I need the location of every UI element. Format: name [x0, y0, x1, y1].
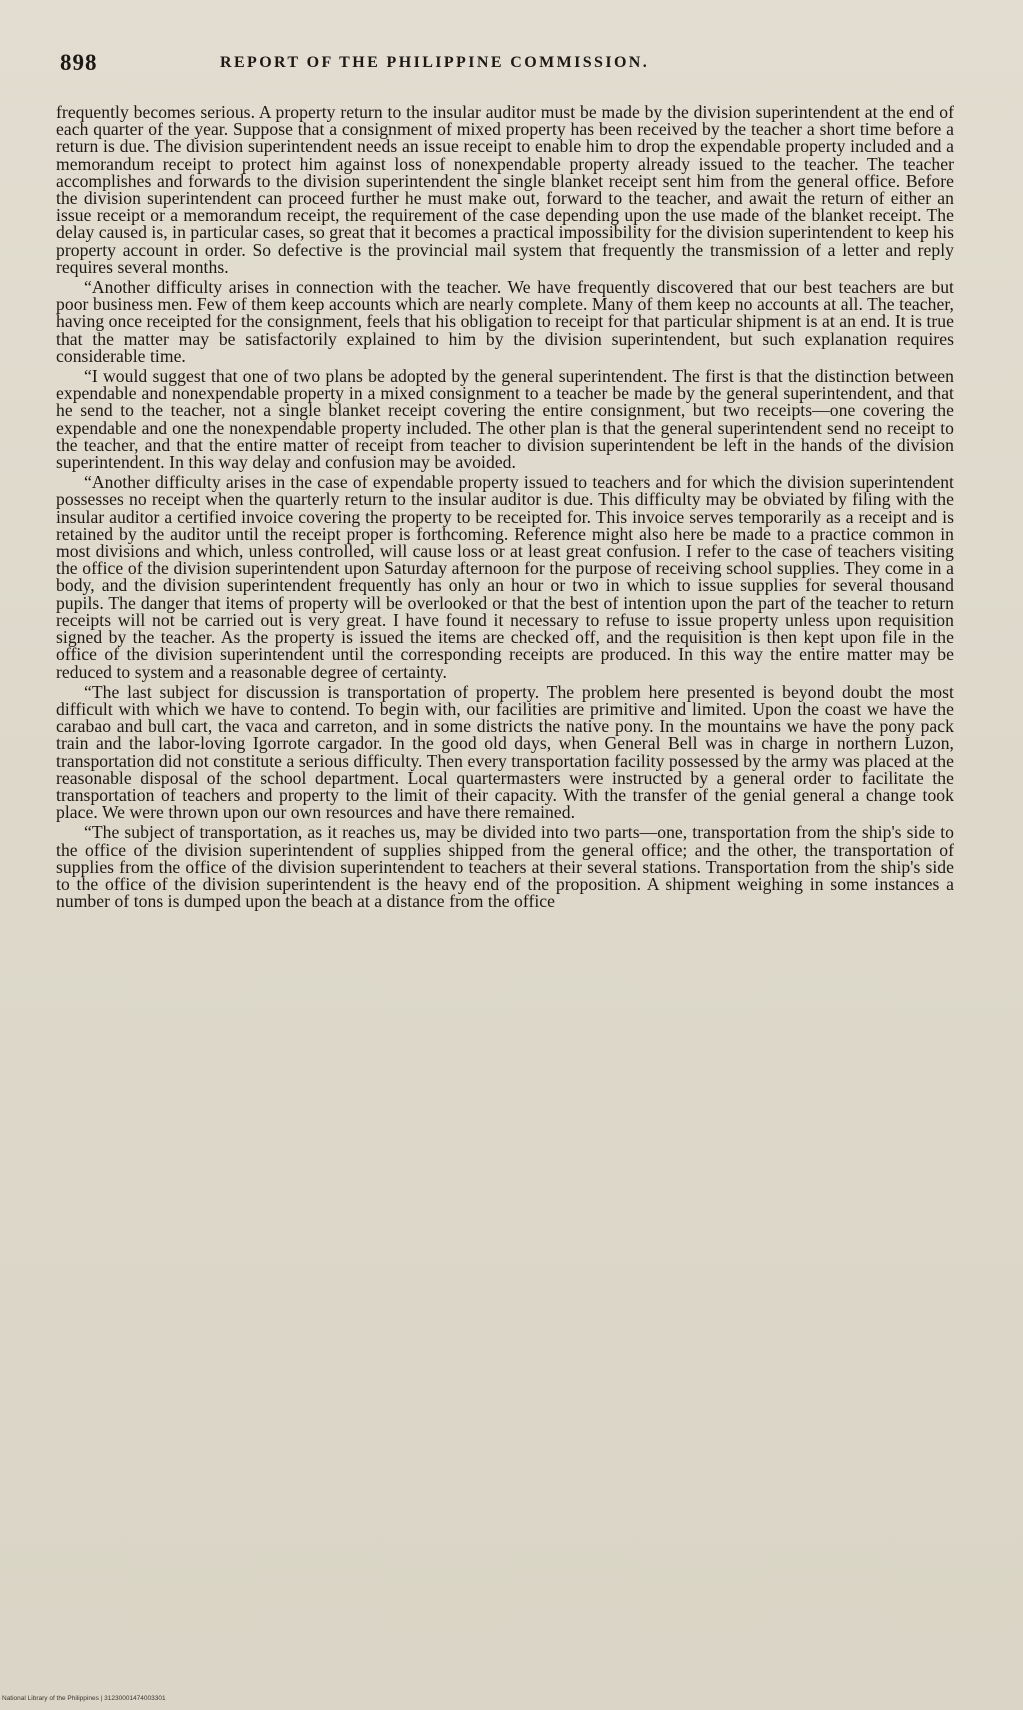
running-head: REPORT OF THE PHILIPPINE COMMISSION.: [220, 54, 650, 71]
scan-attribution: National Library of the Philippines | 31230001474003301: [2, 1695, 166, 1702]
paragraph: “I would suggest that one of two plans be adopted by the general superintendent. The first is that the distinction between expendable and nonexpendable property in a mixed consignment to a teacher be made by the general superintendent, and that he send to the teacher, not a single blanket receipt covering the entire consignment, but two receipts—one covering the expendable and one the nonexpendable property included. The other plan is that the general superintendent send no receipt to the teacher, and that the entire matter of receipt from teacher to division superintendent be left in the hands of the division superintendent. In this way delay and confusion may be avoided.: [56, 366, 954, 473]
paragraph: “The last subject for discussion is transportation of property. The problem here presented is beyond doubt the most difficult with which we have to contend. To begin with, our facilities are primitive and limited. Upon the coast we have the carabao and bull cart, the vaca and carreton, and in some districts the native pony. In the mountains we have the pony pack train and the labor-loving Igorrote cargador. In the good old days, when General Bell was in charge in northern Luzon, transportation did not constitute a serious difficulty. Then every transportation facility possessed by the army was placed at the reasonable disposal of the school department. Local quartermasters were instructed by a general order to facilitate the transportation of teachers and property to the limit of their capacity. With the transfer of the genial general a change took place. We were thrown upon our own resources and have there remained.: [56, 681, 954, 823]
page-number: 898: [60, 50, 98, 75]
page-header: [60, 50, 960, 78]
body-text: [56, 104, 954, 910]
paragraph: “Another difficulty arises in connection with the teacher. We have frequently discovered that our best teachers are but poor business men. Few of them keep accounts which are nearly complete. Many of them keep no accounts at all. The teacher, having once receipted for the consignment, feels that his obligation to receipt for that particular shipment is at an end. It is true that the matter may be satisfactorily explained to him by the division superintendent, but such explanation requires considerable time.: [56, 277, 954, 366]
paragraph: “The subject of transportation, as it reaches us, may be divided into two parts—one, transportation from the ship's side to the office of the division superintendent of supplies shipped from the general office; and the other, the transportation of supplies from the office of the division superintendent to teachers at their several stations. Transportation from the ship's side to the office of the division superintendent is the heavy end of the proposition. A shipment weighing in some instances a number of tons is dumped upon the beach at a distance from the office: [56, 822, 954, 912]
paragraph: frequently becomes serious. A property return to the insular auditor must be made by the division superintendent at the end of each quarter of the year. Suppose that a consignment of mixed property has been received by the teacher a short time before a return is due. The division superintendent needs an issue receipt to enable him to drop the expendable property included and a memorandum receipt to protect him against loss of nonexpendable property already issued to the teacher. The teacher accomplishes and forwards to the division superintendent the single blanket receipt sent him from the general office. Before the division superintendent can proceed further he must make out, forward to the teacher, and await the return of either an issue receipt or a memorandum receipt, the requirement of the case depending upon the use made of the blanket receipt. The delay caused is, in particular cases, so great that it becomes a practical impossibility for the division superintendent to keep his property account in order. So defective is the provincial mail system that frequently the transmission of a letter and reply requires several months.: [56, 102, 954, 277]
paragraph: “Another difficulty arises in the case of expendable property issued to teachers and for which the division superintendent possesses no receipt when the quarterly return to the insular auditor is due. This difficulty may be obviated by filing with the insular auditor a certified invoice covering the property to be receipted for. This invoice serves temporarily as a receipt and is retained by the auditor until the receipt proper is forthcoming. Reference might also here be made to a practice common in most divisions and which, unless controlled, will cause loss or at least great confusion. I refer to the case of teachers visiting the office of the division superintendent upon Saturday afternoon for the purpose of receiving school supplies. They come in a body, and the division superintendent frequently has only an hour or two in which to issue supplies for several thousand pupils. The danger that items of property will be overlooked or that the best of intention upon the part of the teacher to return receipts will not be carried out is very great. I have found it necessary to refuse to issue property unless upon requisition signed by the teacher. As the property is issued the items are checked off, and the requisition is then kept upon file in the office of the division superintendent until the corresponding receipts are produced. In this way the entire matter may be reduced to system and a reasonable degree of certainty.: [56, 472, 954, 682]
